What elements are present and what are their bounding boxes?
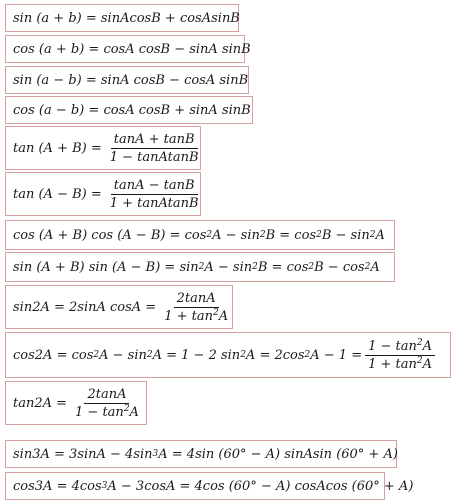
formula-part: A − sin xyxy=(212,227,260,243)
formula-lhs: tan2A = xyxy=(13,395,68,411)
fraction xyxy=(161,291,231,324)
numerator-part: 1 − tan xyxy=(368,338,417,354)
formula-cos-triple: cos3A = 4cos 3 A − 3cosA = 4cos (60° − A) cosAcos (60° + A) xyxy=(5,472,385,500)
fraction-denominator: 1 − tanAtanB xyxy=(109,149,199,165)
formula-lhs: sin2A = 2sinA cosA = xyxy=(13,299,157,315)
formula-tan-double xyxy=(5,381,147,425)
formula-part: B = cos xyxy=(257,259,309,275)
formula-text: cos (a − b) = cosA cosB + sinA sinB xyxy=(13,102,251,118)
exponent: 2 xyxy=(416,355,423,366)
denominator-part: A xyxy=(218,308,229,324)
formula-part: A = 4sin (60° − A) sinAsin (60° + A) xyxy=(158,446,398,462)
formula-lhs: tan (A + B) = xyxy=(13,140,102,156)
formula-text: sin (a + b) = sinAcosB + cosAsinB xyxy=(13,10,240,26)
formula-part: A = 1 − 2 sin xyxy=(152,347,241,363)
denominator-part: 1 + tan xyxy=(368,356,417,372)
formula-tan-sum xyxy=(5,126,201,170)
formula-sin-diff xyxy=(5,66,249,94)
formula-sin-product: sin (A + B) sin (A − B) = sin 2 A − sin 2 B = cos 2 B − cos 2 A xyxy=(5,252,395,282)
fraction-denominator xyxy=(365,356,435,372)
formula-part: B − sin xyxy=(321,227,370,243)
formula-part: B = cos xyxy=(265,227,317,243)
formula-part: A = 2cos xyxy=(245,347,305,363)
formula-part: sin3A = 3sinA − 4sin xyxy=(13,446,153,462)
formula-tan-diff xyxy=(5,172,201,216)
fraction-denominator xyxy=(161,308,231,324)
fraction-numerator: 2tanA xyxy=(174,291,219,308)
formula-part: A − 3cosA = 4cos (60° − A) cosAcos (60° + A) xyxy=(107,478,414,494)
exponent: 2 xyxy=(416,337,423,348)
fraction xyxy=(107,132,202,165)
denominator-part: 1 + tan xyxy=(164,308,213,324)
denominator-part: A xyxy=(422,356,433,372)
fraction-denominator: 1 + tanAtanB xyxy=(109,195,199,211)
fraction xyxy=(72,387,142,420)
formula-text: cos (a + b) = cosA cosB − sinA sinB xyxy=(13,41,251,57)
formula-part: cos2A = cos xyxy=(13,347,94,363)
formula-cos-double: cos2A = cos 2 A − sin 2 A = 1 − 2 sin 2 A = 2cos 2 A − 1 = $\frac{1 - \tan^2A}{1 + \tan^2A}$ xyxy=(5,332,451,378)
fraction xyxy=(107,178,202,211)
denominator-part: 1 − tan xyxy=(75,404,124,420)
exponent: 2 xyxy=(212,307,219,318)
formula-part: A − sin xyxy=(99,347,147,363)
formula-part: cos3A = 4cos xyxy=(13,478,102,494)
formula-cos-sum xyxy=(5,35,251,63)
formula-part: A − 1 = xyxy=(310,347,363,363)
formula-cos-product: cos (A + B) cos (A − B) = cos 2 A − sin 2 B = cos 2 B − sin 2 A xyxy=(5,220,395,250)
formula-part: A xyxy=(375,227,385,243)
formula-lhs: tan (A − B) = xyxy=(13,186,102,202)
formula-part: A − sin xyxy=(204,259,253,275)
formula-cos-diff xyxy=(5,96,253,124)
formula-text: sin (a − b) = sinA cosB − cosA sinB xyxy=(13,72,249,88)
fraction-numerator xyxy=(365,339,435,356)
exponent: 2 xyxy=(123,403,130,414)
formula-sin-sum xyxy=(5,4,239,32)
formula-sin-double xyxy=(5,285,233,329)
fraction xyxy=(365,339,435,372)
formula-sin-triple: sin3A = 3sinA − 4sin 3 A = 4sin (60° − A) sinAsin (60° + A) xyxy=(5,440,397,468)
formula-part: B − cos xyxy=(314,259,365,275)
fraction-numerator: tanA − tanB xyxy=(111,178,198,195)
fraction-denominator xyxy=(72,404,142,420)
fraction-numerator: tanA + tanB xyxy=(111,132,198,149)
fraction-numerator: 2tanA xyxy=(84,387,129,404)
denominator-part: A xyxy=(129,404,139,420)
formula-part: A xyxy=(370,259,380,275)
formula-part: cos (A + B) cos (A − B) = cos xyxy=(13,227,207,243)
formula-part: sin (A + B) sin (A − B) = sin xyxy=(13,259,199,275)
numerator-part: A xyxy=(422,338,433,354)
